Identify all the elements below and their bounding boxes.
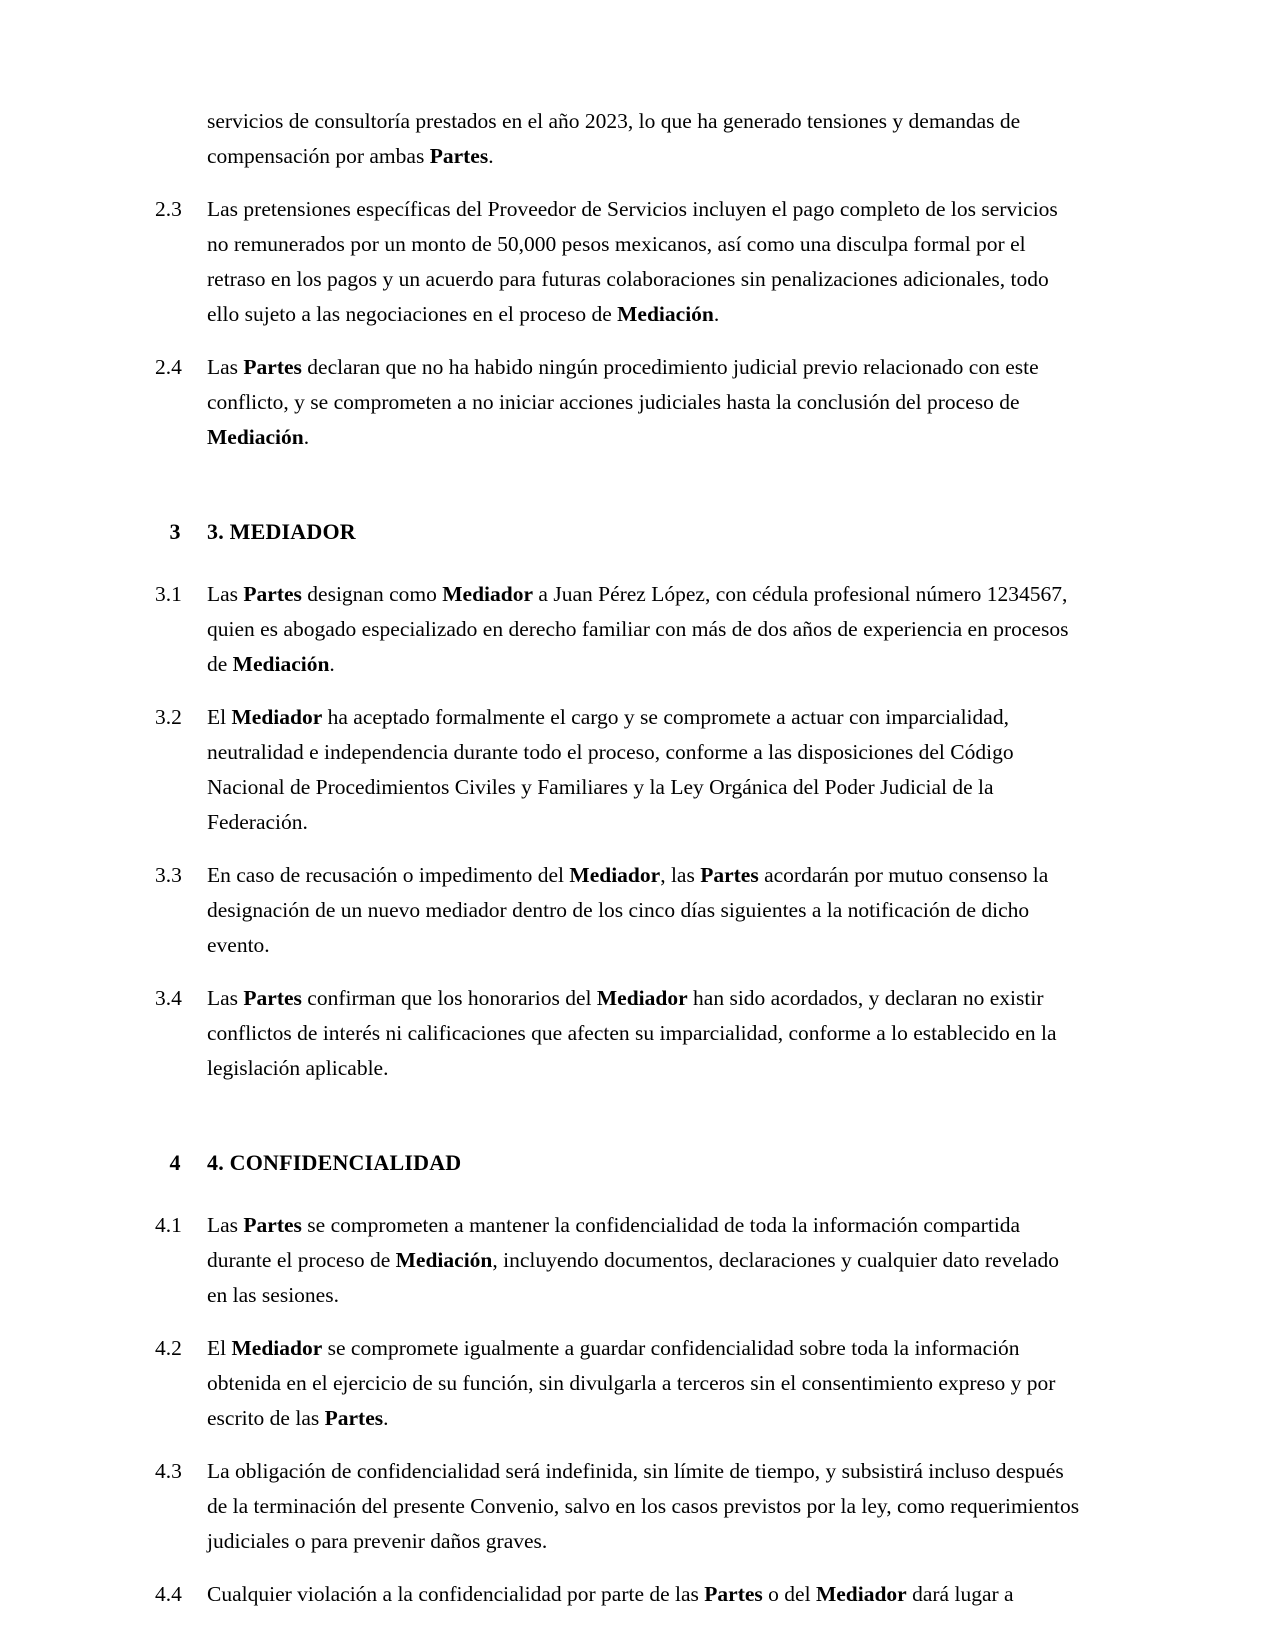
section-heading-title: 3. MEDIADOR: [207, 519, 356, 544]
clause-number: 3.1: [155, 582, 182, 606]
clause-number: 3.2: [155, 705, 182, 729]
section-heading-number: 3: [169, 519, 181, 544]
clause-number: 4.3: [155, 1459, 182, 1483]
section-heading: [155, 1148, 1080, 1178]
clause-row: [155, 858, 1080, 963]
clause-text: Las Partes designan como Mediador a Juan Pérez López, con cédula profesional número 1234567, quien es abogado especializado en derecho familiar con más de dos años de experiencia en procesos de Mediación.: [207, 582, 1069, 676]
clause-text: Las pretensiones específicas del Proveedor de Servicios incluyen el pago completo de los servicios no remunerados por un monto de 50,000 pesos mexicanos, así como una disculpa formal por el retraso en los pagos y un acuerdo para futuras colaboraciones sin penalizaciones adicionales, todo ello sujeto a las negociaciones en el proceso de Mediación.: [207, 197, 1058, 326]
clause-row: [155, 1331, 1080, 1436]
clause-row: [155, 700, 1080, 840]
clause-row: [155, 1577, 1080, 1612]
clause-number: 4.1: [155, 1213, 182, 1237]
clause-text: Cualquier violación a la confidencialidad por parte de las Partes o del Mediador dará lugar a: [207, 1582, 1014, 1606]
clause-row: [155, 192, 1080, 332]
clause-text: El Mediador ha aceptado formalmente el cargo y se compromete a actuar con imparcialidad, neutralidad e independencia durante todo el proceso, conforme a las disposiciones del Código Nacional de Procedimientos Civiles y Familiares y la Ley Orgánica del Poder Judicial de la Federación.: [207, 705, 1014, 834]
clause-text: En caso de recusación o impedimento del Mediador, las Partes acordarán por mutuo consenso la designación de un nuevo mediador dentro de los cinco días siguientes a la notificación de dicho evento.: [207, 863, 1049, 957]
clause-number: 3.3: [155, 863, 182, 887]
section-heading-number: 4: [169, 1150, 181, 1175]
paragraph-continuation: [155, 104, 1080, 174]
document-body: [155, 104, 1080, 1630]
clause-row: [155, 1208, 1080, 1313]
clause-text: La obligación de confidencialidad será indefinida, sin límite de tiempo, y subsistirá incluso después de la terminación del presente Convenio, salvo en los casos previstos por la ley, como requerimientos judiciales o para prevenir daños graves.: [207, 1459, 1080, 1553]
section-heading: [155, 517, 1080, 547]
clause-number: 4.2: [155, 1336, 182, 1360]
clause-row: [155, 1454, 1080, 1559]
clause-text: servicios de consultoría prestados en el año 2023, lo que ha generado tensiones y demandas de compensación por ambas Partes.: [207, 109, 1021, 168]
clause-number: 3.4: [155, 986, 182, 1010]
clause-row: [155, 981, 1080, 1086]
clause-row: [155, 350, 1080, 455]
clause-text: Las Partes confirman que los honorarios del Mediador han sido acordados, y declaran no existir conflictos de interés ni calificaciones que afecten su imparcialidad, conforme a lo establecido en la legislación aplicable.: [207, 986, 1057, 1080]
clause-text: Las Partes declaran que no ha habido ningún procedimiento judicial previo relacionado con este conflicto, y se comprometen a no iniciar acciones judiciales hasta la conclusión del proceso de Mediación.: [207, 355, 1039, 449]
section-heading-title: 4. CONFIDENCIALIDAD: [207, 1150, 462, 1175]
clause-text: El Mediador se compromete igualmente a guardar confidencialidad sobre toda la información obtenida en el ejercicio de su función, sin divulgarla a terceros sin el consentimiento expreso y por escrito de las Partes.: [207, 1336, 1056, 1430]
clause-number: 4.4: [155, 1582, 182, 1606]
clause-text: Las Partes se comprometen a mantener la confidencialidad de toda la información compartida durante el proceso de Mediación, incluyendo documentos, declaraciones y cualquier dato revelado en las sesiones.: [207, 1213, 1059, 1307]
clause-number: 2.3: [155, 197, 182, 221]
clause-row: [155, 577, 1080, 682]
clause-number: 2.4: [155, 355, 182, 379]
